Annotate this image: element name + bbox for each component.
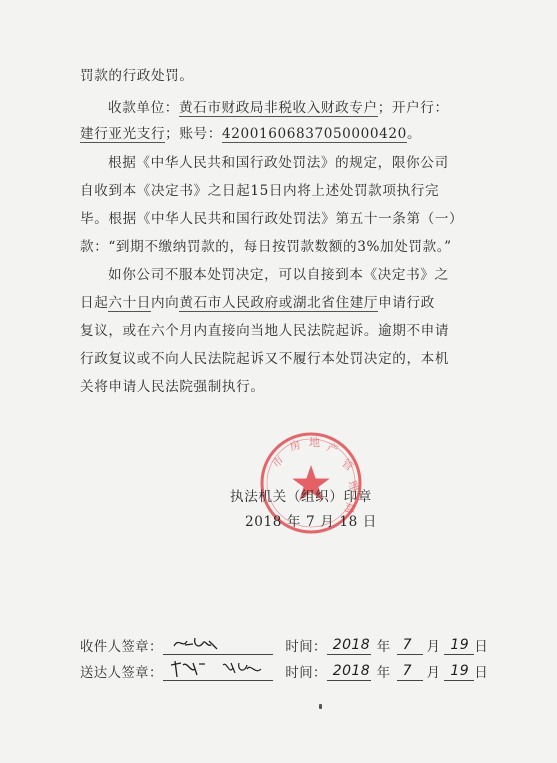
bank-name: 建行亚光支行 bbox=[80, 126, 166, 142]
svg-text:地: 地 bbox=[309, 436, 320, 449]
text-line: 如你公司不服本处罚决定，可以自接到本《决定书》之 bbox=[108, 267, 449, 283]
authority-seal-line: 执法机关（组织）印章 bbox=[230, 489, 372, 505]
receiver-label: 收件人签章： bbox=[80, 640, 163, 655]
text-line: 款：“到期不缴纳罚款的，每日按罚款数额的3%加处罚款。” bbox=[80, 239, 452, 255]
text-line: 关将申请人民法院强制执行。 bbox=[80, 379, 265, 395]
ink-mark bbox=[319, 704, 322, 709]
payee-line bbox=[108, 98, 480, 118]
appeal-line: 日起六十日内向黄石市人民政府或湖北省住建厅申请行政 bbox=[80, 295, 435, 311]
receiver-year: 2018 bbox=[327, 637, 371, 655]
text-line: 毕。根据《中华人民共和国行政处罚法》第五十一条第（一） bbox=[80, 211, 464, 227]
appeal-period: 六十日 bbox=[108, 295, 151, 311]
payee-label: 收款单位： bbox=[108, 100, 179, 116]
deliverer-year: 2018 bbox=[327, 663, 371, 681]
svg-text:理: 理 bbox=[345, 478, 362, 494]
text-line: 根据《中华人民共和国行政处罚法》的规定，限你公司 bbox=[108, 155, 449, 171]
svg-text:管: 管 bbox=[338, 456, 356, 474]
issue-date: 2018 年 7 月 18 日 bbox=[245, 514, 377, 530]
account-number: 42001606837050000420 bbox=[221, 126, 407, 142]
receiver-day: 19 bbox=[444, 637, 474, 655]
svg-text:市: 市 bbox=[269, 453, 287, 471]
svg-text:产: 产 bbox=[324, 440, 340, 457]
handwritten-signature-icon bbox=[171, 635, 231, 653]
text-line: 罚款的行政处罚。 bbox=[80, 68, 194, 84]
bank-label: ；开户行： bbox=[377, 100, 449, 116]
text-line: 自收到本《决定书》之日起15日内将上述处罚款项执行完 bbox=[80, 183, 440, 199]
handwritten-signature-icon bbox=[167, 659, 267, 679]
payee-unit: 黄石市财政局非税收入财政专户 bbox=[178, 100, 378, 116]
account-label: ；账号： bbox=[165, 126, 222, 142]
receiver-signature-row: 收件人签章： 时间： 2018 年 7 月 19 日 bbox=[80, 637, 489, 655]
appeal-authority: 黄石市人民政府或湖北省住建厅 bbox=[179, 295, 379, 311]
deliverer-signature-field bbox=[163, 663, 273, 681]
deliverer-signature-row: 送达人签章： 时间： 2018 年 7 月 19 日 bbox=[80, 662, 488, 681]
deliverer-label: 送达人签章： bbox=[80, 666, 163, 681]
deliverer-day: 19 bbox=[444, 663, 474, 681]
svg-text:房: 房 bbox=[287, 438, 303, 454]
account-line: 建行亚光支行；账号：42001606837050000420。 bbox=[80, 126, 422, 142]
receiver-month: 7 bbox=[397, 637, 423, 655]
deliverer-month: 7 bbox=[397, 663, 423, 681]
text-line: 行政复议或不向人民法院起诉又不履行本处罚决定的，本机 bbox=[80, 351, 450, 367]
svg-text:局: 局 bbox=[342, 501, 357, 515]
receiver-signature-field bbox=[163, 637, 273, 655]
text-line: 复议，或在六个月内直接向当地人民法院起诉。逾期不申请 bbox=[80, 323, 450, 339]
